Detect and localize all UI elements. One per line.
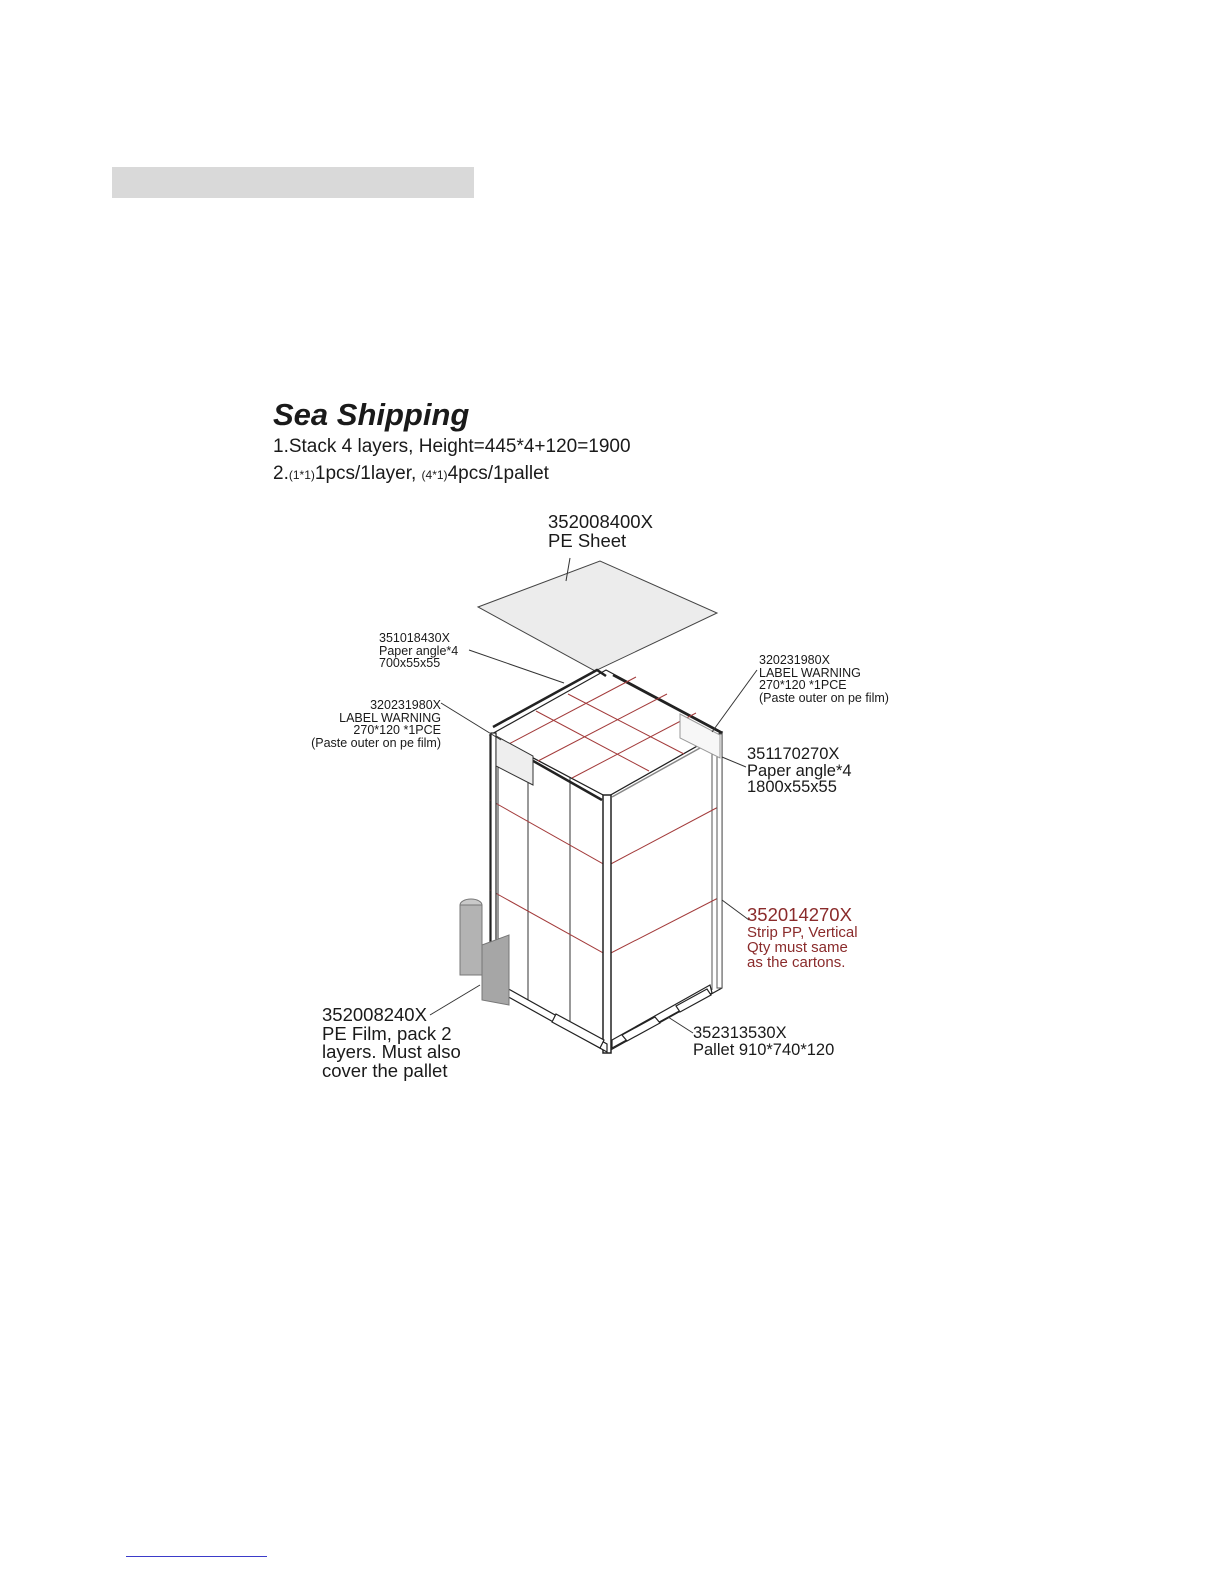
label-pe-sheet-name: PE Sheet	[548, 529, 627, 551]
label-paper-angle-top-code: 351018430X	[379, 631, 450, 645]
leader-line	[722, 757, 746, 767]
label-strip-pp-code: 352014270X	[747, 904, 852, 925]
label-warning-right-code: 320231980X	[759, 653, 830, 667]
label-warning-left-name: LABEL WARNING	[339, 710, 441, 725]
label-pe-film-code: 352008240X	[322, 1004, 427, 1025]
label-warning-right	[759, 654, 889, 704]
label-warning-right-name: LABEL WARNING	[759, 665, 861, 680]
label-strip-pp	[747, 906, 858, 970]
pack-text-2: 4pcs/1pallet	[447, 463, 549, 484]
leader-line	[712, 670, 757, 732]
label-pallet	[693, 1025, 834, 1058]
pe-film-sheet	[482, 935, 509, 1005]
label-strip-pp-note2: as the cartons.	[747, 953, 846, 971]
pack-small-2: (4*1)	[421, 468, 448, 482]
label-paper-angle-top-name: Paper angle*4	[379, 643, 459, 658]
leader-line	[469, 650, 564, 683]
pack-text-1: 1pcs/1layer,	[314, 463, 422, 484]
corner-paper-angle	[603, 795, 611, 1053]
pe-film-roll	[460, 905, 482, 975]
label-paper-angle-top	[379, 632, 458, 670]
diagram-title: Sea Shipping	[273, 397, 470, 432]
label-pallet-name: Pallet 910*740*120	[693, 1040, 835, 1059]
pack-prefix: 2.	[273, 463, 289, 484]
label-pe-film-name: PE Film, pack 2	[322, 1022, 452, 1044]
leader-line	[668, 1017, 693, 1033]
label-warning-right-note: (Paste outer on pe film)	[759, 690, 889, 705]
label-paper-angle-side-name: Paper angle*4	[747, 761, 852, 780]
pe-sheet	[478, 561, 717, 671]
pack-small-1: (1*1)	[288, 468, 315, 482]
label-paper-angle-side-size: 1800x55x55	[747, 778, 837, 796]
label-warning-left-size: 270*120 *1PCE	[353, 723, 441, 737]
stack-instruction: 1.Stack 4 layers, Height=445*4+120=1900	[273, 436, 631, 457]
footer-line	[126, 1556, 267, 1557]
label-pe-film	[322, 1006, 461, 1080]
label-warning-left	[292, 699, 441, 749]
label-paper-angle-top-size: 700x55x55	[379, 656, 441, 670]
label-pallet-code: 352313530X	[693, 1024, 787, 1042]
label-pe-film-note1: layers. Must also	[322, 1041, 461, 1062]
label-pe-sheet	[548, 513, 653, 550]
label-warning-right-size: 270*120 *1PCE	[759, 678, 847, 692]
leader-line	[722, 900, 749, 920]
label-strip-pp-note1: Qty must same	[747, 938, 848, 956]
corner-paper-angle	[717, 734, 722, 988]
label-strip-pp-name: Strip PP, Vertical	[747, 923, 858, 941]
leader-line	[441, 703, 501, 740]
label-paper-angle-side-code: 351170270X	[747, 745, 840, 763]
label-warning-left-note: (Paste outer on pe film)	[311, 735, 441, 750]
label-pe-film-note2: cover the pallet	[322, 1059, 448, 1081]
label-paper-angle-side	[747, 746, 852, 796]
label-pe-sheet-code: 352008400X	[548, 511, 653, 532]
label-warning-left-code: 320231980X	[370, 698, 441, 712]
